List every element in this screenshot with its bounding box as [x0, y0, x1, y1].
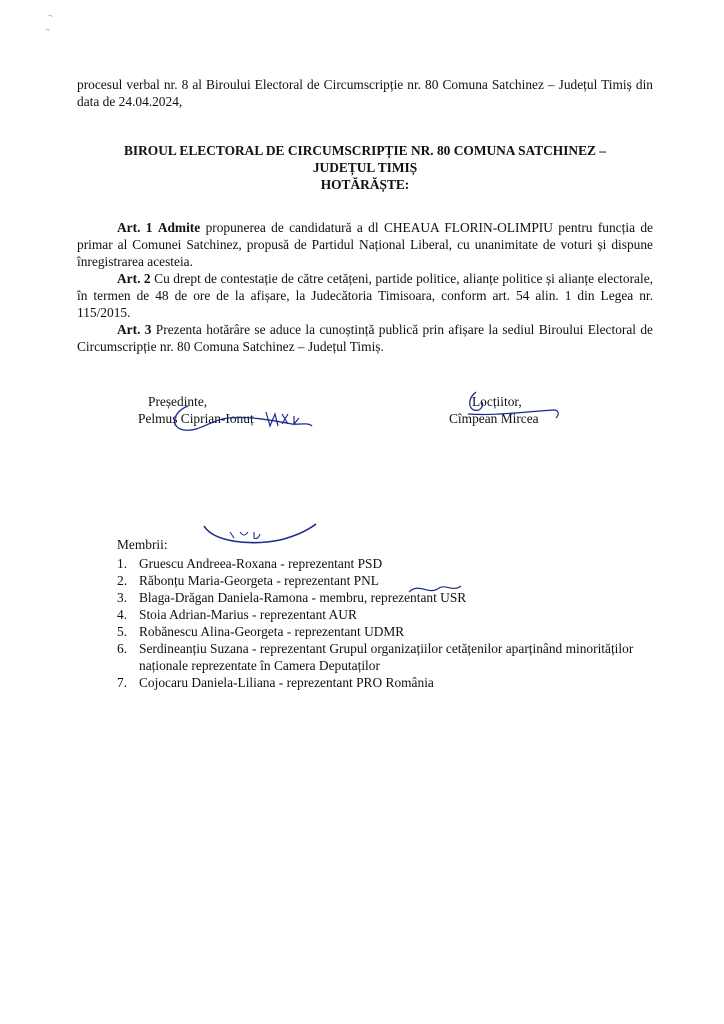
list-item-text: Cojocaru Daniela-Liliana - reprezentant PRO România — [139, 675, 434, 690]
list-item — [117, 606, 657, 623]
members-label: Membrii: — [117, 537, 168, 552]
list-item-text: Stoia Adrian-Marius - reprezentant AUR — [139, 607, 357, 622]
list-item-text: Serdineanțiu Suzana - reprezentant Grupul organizațiilor cetățenilor aparținând minorităților naționale reprezentate în Camera Deputaților — [139, 641, 634, 673]
member-3-handwritten-signature — [405, 578, 465, 600]
list-item-number: 1. — [117, 556, 128, 571]
president-name: Pelmuș Ciprian-Ionuț — [138, 411, 254, 426]
list-item-number: 4. — [117, 607, 128, 622]
heading-line-2: JUDEȚUL TIMIȘ — [312, 160, 418, 175]
list-item — [117, 589, 657, 606]
intro-text: procesul verbal nr. 8 al Biroului Electoral de Circumscripție nr. 80 Comuna Satchinez – Județul Timiș din data de 24.04.2024, — [77, 77, 653, 109]
deputy-handwritten-signature — [462, 388, 562, 428]
list-item — [117, 640, 657, 674]
president-role: Președinte, — [148, 394, 208, 409]
list-item-number: 3. — [117, 590, 128, 605]
article-1-label: Art. 1 — [117, 220, 153, 235]
decision-heading — [77, 142, 653, 193]
members-list — [117, 555, 657, 691]
list-item-text: Robănescu Alina-Georgeta - reprezentant UDMR — [139, 624, 405, 639]
articles-section — [77, 219, 653, 355]
list-item-number: 5. — [117, 624, 128, 639]
article-2 — [77, 270, 653, 321]
article-3 — [77, 321, 653, 355]
heading-line-1: BIROUL ELECTORAL DE CIRCUMSCRIPȚIE NR. 80 COMUNA SATCHINEZ – — [123, 143, 606, 158]
list-item — [117, 572, 657, 589]
list-item — [117, 555, 657, 572]
article-2-text: Cu drept de contestație de către cetățeni, partide politice, alianțe politice și alianțe electorale, în termen de 48 de ore de la afișare, la Judecătoria Timisoara, conform art. 54 alin. 1 din Legea nr. 115/2015. — [77, 271, 653, 320]
list-item-number: 7. — [117, 675, 128, 690]
list-item — [117, 674, 657, 691]
article-3-text: Prezenta hotărâre se aduce la cunoștință publică prin afișare la sediul Biroului Electoral de Circumscripție nr. 80 Comuna Satchinez – Județul Timiș. — [77, 322, 653, 354]
article-1-text: propunerea de candidatură a dl CHEAUA FLORIN-OLIMPIU pentru funcția de primar al Comunei Satchinez, propusă de Partidul Național Liberal, cu unanimitate de voturi și dispune înregistrarea acesteia. — [77, 220, 653, 269]
article-2-label: Art. 2 — [117, 271, 151, 286]
list-item-text: Gruescu Andreea-Roxana - reprezentant PSD — [139, 556, 383, 571]
scan-artifact-mark — [40, 10, 60, 40]
list-item — [117, 623, 657, 640]
list-item-text: Blaga-Drăgan Daniela-Ramona - membru, reprezentant USR — [139, 590, 467, 605]
intro-paragraph — [77, 76, 653, 110]
list-item-text: Răbonțu Maria-Georgeta - reprezentant PNL — [139, 573, 379, 588]
list-item-number: 2. — [117, 573, 128, 588]
members-section — [117, 536, 657, 691]
president-handwritten-signature — [170, 398, 315, 438]
article-1-verb: Admite — [157, 220, 201, 235]
list-item-number: 6. — [117, 641, 128, 656]
deputy-name: Cîmpean Mircea — [449, 411, 539, 426]
heading-line-3: HOTĂRĂȘTE: — [320, 177, 410, 192]
article-3-label: Art. 3 — [117, 322, 152, 337]
deputy-role: Locțiitor, — [472, 394, 522, 409]
article-1 — [77, 219, 653, 270]
